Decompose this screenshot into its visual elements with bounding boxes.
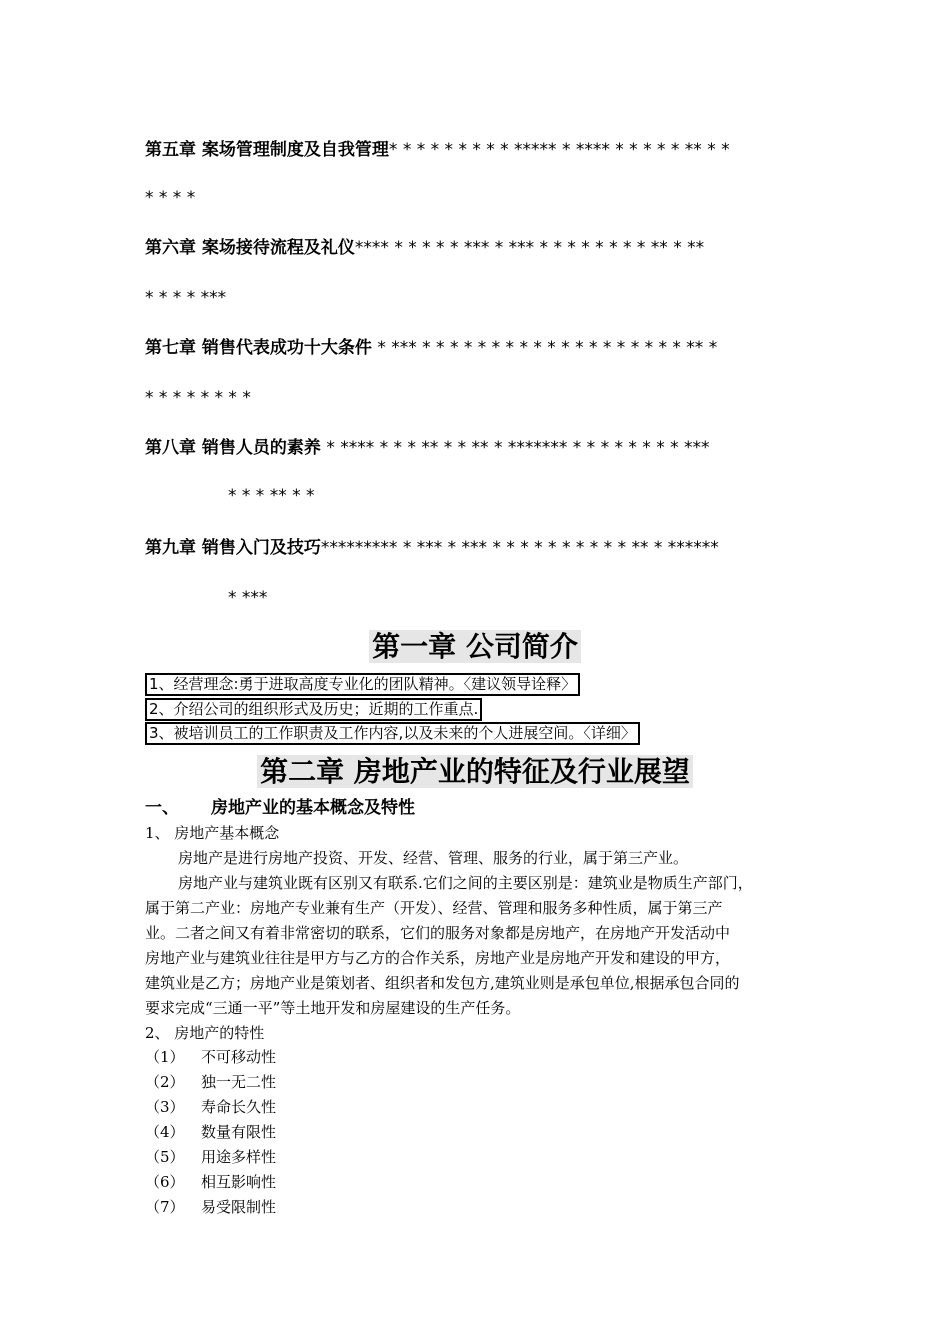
subsection-title: 2、 房地产的特性 [145,1024,265,1042]
toc-entry-chapter8[interactable] [145,438,815,458]
toc-leader: * *** * * * * * * * * * * * * * * * * * * * ** * [371,338,718,358]
list-item-number: （5） [145,1148,185,1166]
toc-leader-continuation: * * * ** * * [228,486,315,506]
list-item-number: （7） [145,1198,185,1216]
paragraph-line: 房地产业与建筑业往往是甲方与乙方的合作关系，房地产业是房地产开发和建设的甲方， [145,949,731,967]
toc-leader-continuation: * *** [228,588,268,608]
list-item-text: 寿命长久性 [201,1098,277,1116]
toc-leader: * * * * * * * * * ***** * **** * * * * * ** * * [388,140,730,160]
list-item [145,1197,276,1217]
subsection-title: 1、 房地产基本概念 [145,824,280,842]
list-item [145,1147,276,1167]
list-item [145,1047,276,1067]
chapter1-heading-text: 第一章 公司简介 [369,630,581,663]
chapter1-item-2: 2、介绍公司的组织形式及历史；近期的工作重点. [145,698,482,721]
paragraph-line: 要求完成“三通一平”等土地开发和房屋建设的生产任务。 [145,999,521,1017]
chapter1-item-3: 3、被培训员工的工作职责及工作内容,以及未来的个人进展空间。〈详细〉 [145,722,640,745]
chapter1-item-1: 1、经营理念:勇于进取高度专业化的团队精神。〈建议领导诠释〉 [145,673,580,696]
paragraph-line: 房地产业与建筑业既有区别又有联系.它们之间的主要区别是：建筑业是物质生产部门， [178,874,753,892]
section-title-text: 房地产业的基本概念及特性 [211,798,415,818]
toc-title: 第八章 销售人员的素养 [145,438,321,458]
list-item [145,1172,276,1192]
toc-leader: * **** * * * ** * * ** * ******* * * * * * * * * *** [320,438,710,458]
list-item-text: 数量有限性 [201,1123,277,1141]
toc-leader-continuation: * * * * * * * * [145,388,251,408]
toc-title: 第五章 案场管理制度及自我管理 [145,140,389,160]
list-item-text: 独一无二性 [201,1073,277,1091]
toc-leader-continuation: * * * * *** [145,288,227,308]
section-title [145,797,415,819]
toc-entry-chapter5[interactable] [145,140,815,160]
list-item-text: 相互影响性 [201,1173,277,1191]
toc-entry-chapter9[interactable] [145,538,815,558]
list-item-number: （6） [145,1173,185,1191]
toc-title: 第七章 销售代表成功十大条件 [145,338,372,358]
list-item-text: 用途多样性 [201,1148,277,1166]
paragraph-line: 建筑业是乙方；房地产业是策划者、组织者和发包方,建筑业则是承包单位,根据承包合同的 [145,974,740,992]
section-number: 一、 [145,798,179,818]
toc-leader-continuation: * * * * [145,188,196,208]
list-item [145,1122,276,1142]
chapter1-heading [0,628,950,666]
list-item-number: （3） [145,1098,185,1116]
paragraph-line: 属于第二产业：房地产专业兼有生产（开发）、经营、管理和服务多种性质，属于第三产 [145,899,723,917]
toc-entry-chapter7[interactable] [145,338,815,358]
toc-leader: ********* * *** * *** * * * * * * * * * * ** * ****** [320,538,719,558]
toc-leader: **** * * * * * *** * *** * * * * * * * * ** * ** [354,238,705,258]
list-item-number: （1） [145,1048,185,1066]
chapter2-heading [0,753,950,791]
paragraph: 房地产是进行房地产投资、开发、经营、管理、服务的行业，属于第三产业。 [178,849,689,867]
toc-title: 第六章 案场接待流程及礼仪 [145,238,355,258]
toc-entry-chapter6[interactable] [145,238,815,258]
list-item [145,1072,276,1092]
list-item-number: （4） [145,1123,185,1141]
list-item-text: 易受限制性 [201,1198,277,1216]
list-item [145,1097,276,1117]
list-item-text: 不可移动性 [201,1048,277,1066]
list-item-number: （2） [145,1073,185,1091]
chapter2-heading-text: 第二章 房地产业的特征及行业展望 [257,755,693,788]
paragraph-line: 业。二者之间又有着非常密切的联系，它们的服务对象都是房地产，在房地产开发活动中 [145,924,731,942]
toc-title: 第九章 销售入门及技巧 [145,538,321,558]
